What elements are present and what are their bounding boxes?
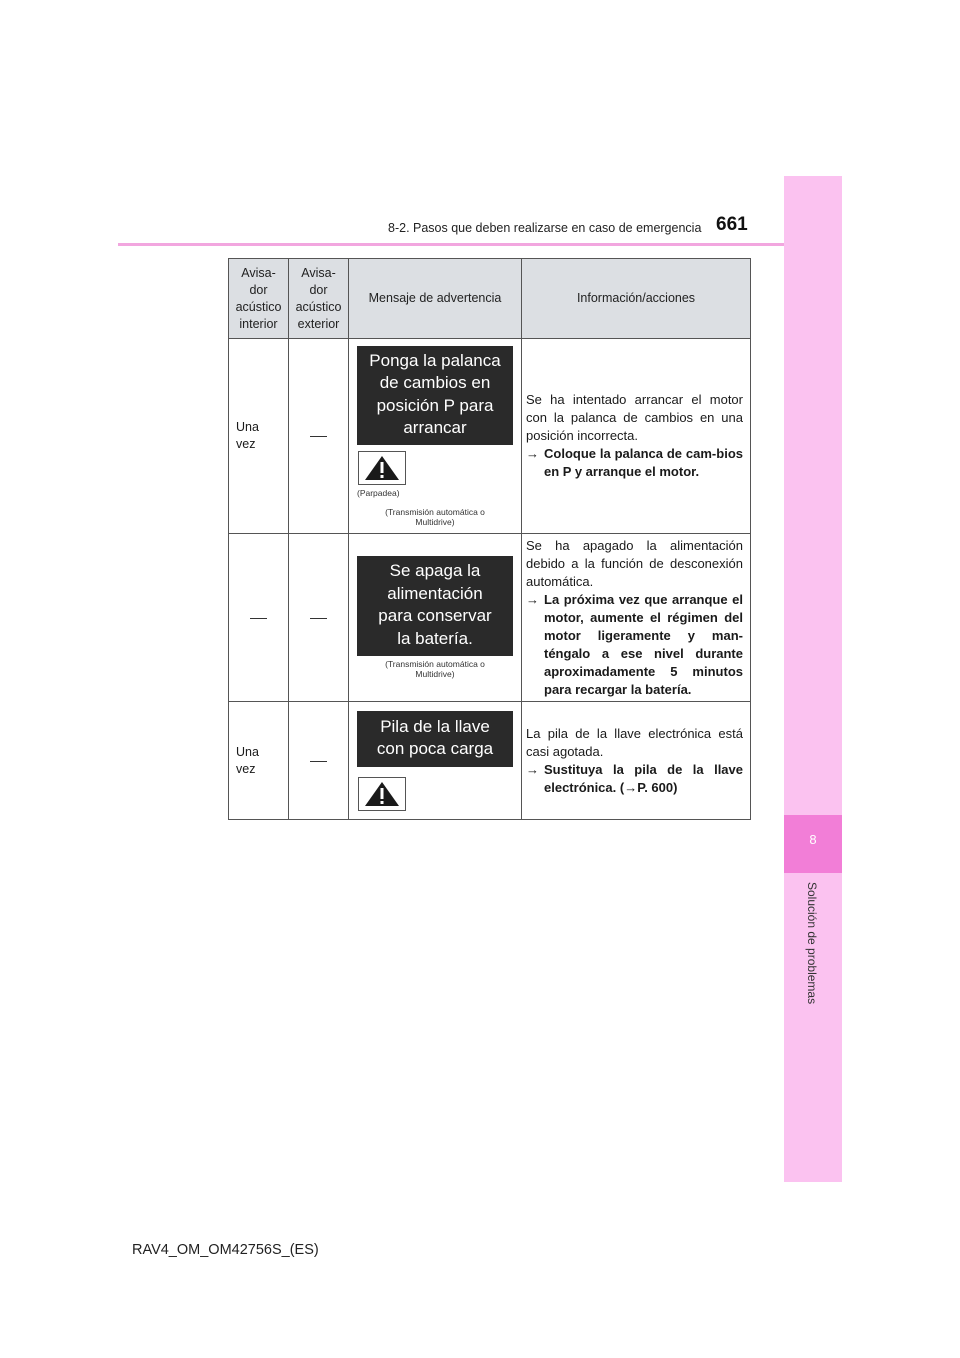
interior-buzzer-cell: [229, 702, 289, 820]
header-rule: [118, 243, 840, 246]
section-title: 8-2. Pasos que deben realizarse en caso de emergencia: [388, 221, 702, 235]
header-interior-buzzer: Avisa- dor acústico interior: [229, 259, 289, 339]
warning-triangle-icon: [363, 780, 401, 808]
interior-buzzer-value: Una vez: [236, 420, 259, 451]
action-text: Coloque la palanca de cam-bios en P y arranque el motor.: [544, 446, 743, 479]
table-row: [229, 702, 751, 820]
action-text: Sustituya la pila de la llave electrónica. (→P. 600): [544, 761, 743, 795]
warning-message-text: Pila de la llave con poca carga: [376, 716, 494, 758]
exterior-buzzer-cell: [289, 534, 349, 702]
dash-mark: [310, 761, 327, 762]
arrow-icon: →: [526, 761, 539, 777]
action-text: La próxima vez que arranque el motor, aumente el régimen del motor ligeramente y man-téngalo a ese nivel durante aproximadamente 5 minutos para recargar la batería.: [544, 591, 743, 697]
warning-message-text: Se apaga la alimentación para conservar la batería.: [378, 561, 492, 648]
warning-message-display: [357, 711, 513, 767]
info-actions-cell: [522, 339, 751, 534]
chapter-number: 8: [809, 832, 817, 847]
warning-message-display: [357, 556, 513, 656]
dash-mark: [310, 436, 327, 437]
interior-buzzer-cell: [229, 534, 289, 702]
table-row: [229, 534, 751, 702]
warning-light-box: [358, 777, 406, 811]
action-line: [526, 761, 743, 797]
document-code: RAV4_OM_OM42756S_(ES): [132, 1242, 319, 1258]
exterior-buzzer-cell: [289, 339, 349, 534]
header-info-actions: Información/acciones: [522, 259, 751, 339]
warning-triangle-icon: [363, 454, 401, 482]
chapter-side-strip: [784, 176, 842, 1182]
interior-buzzer-value: Una vez: [236, 744, 259, 776]
blink-note: (Parpadea): [357, 487, 400, 498]
action-line: [526, 591, 743, 699]
dash-mark: [310, 618, 327, 619]
header-warning-message: Mensaje de advertencia: [349, 259, 522, 339]
arrow-icon: →: [526, 446, 539, 461]
warning-message-cell: [349, 702, 522, 820]
table-header-row: [229, 259, 751, 339]
arrow-icon: →: [526, 591, 539, 607]
warning-message-cell: [349, 534, 522, 702]
interior-buzzer-cell: [229, 339, 289, 534]
info-actions-cell: [522, 534, 751, 702]
page-number: 661: [716, 214, 748, 235]
warning-table: [228, 258, 751, 820]
info-actions-cell: [522, 702, 751, 820]
transmission-note: (Transmisión automática o Multidrive): [385, 659, 485, 679]
warning-message-text: Ponga la palanca de cambios en posición P para arrancar: [369, 350, 501, 437]
action-line: [526, 445, 743, 481]
chapter-label: Solución de problemas: [805, 882, 819, 1005]
header-exterior-buzzer: Avisa- dor acústico exterior: [289, 259, 349, 339]
warning-message-display: [357, 346, 513, 445]
info-text: Se ha apagado la alimentación debido a la función de desconexión automática.: [526, 537, 743, 589]
info-text: La pila de la llave electrónica está casi agotada.: [526, 725, 743, 759]
transmission-note: (Transmisión automática o Multidrive): [385, 506, 485, 527]
info-text: Se ha intentado arrancar el motor con la palanca de cambios en una posición incorrecta.: [526, 392, 743, 443]
warning-light-box: [358, 451, 406, 485]
table-row: [229, 339, 751, 534]
dash-mark: [250, 618, 267, 619]
exterior-buzzer-cell: [289, 702, 349, 820]
warning-message-cell: [349, 339, 522, 534]
